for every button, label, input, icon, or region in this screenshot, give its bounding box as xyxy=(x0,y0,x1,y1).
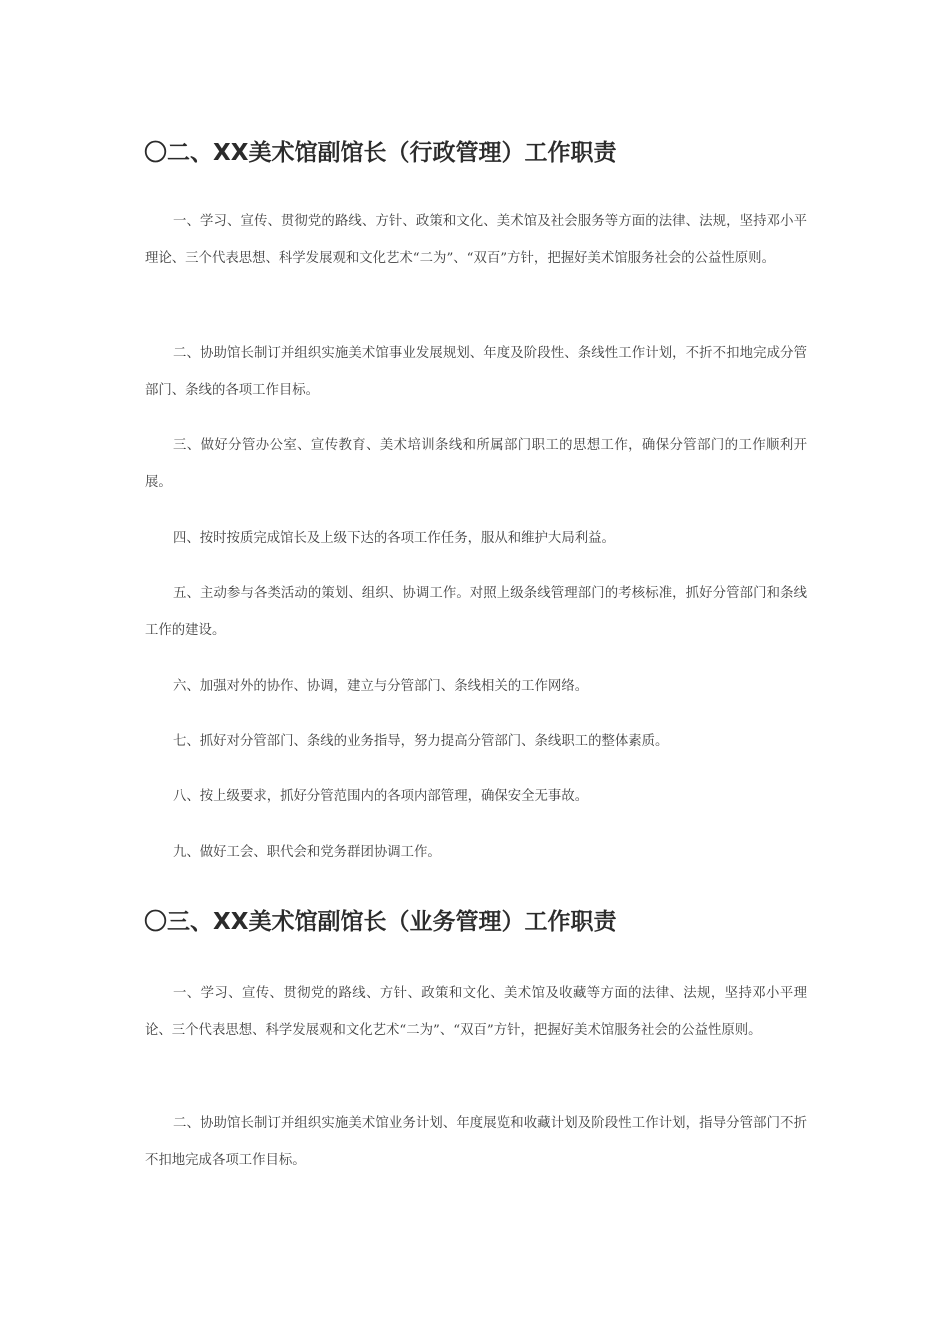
duty-paragraph: 二、协助馆长制订并组织实施美术馆事业发展规划、年度及阶段性、条线性工作计划，不折不扣地完成分管部门、条线的各项工作目标。 xyxy=(145,346,807,398)
section-heading-vice-director-administration: 〇二、XX美术馆副馆长（行政管理）工作职责 xyxy=(144,140,617,166)
duty-paragraph: 七、抓好对分管部门、条线的业务指导，努力提高分管部门、条线职工的整体素质。 xyxy=(173,734,669,749)
section-heading-vice-director-business: 〇三、XX美术馆副馆长（业务管理）工作职责 xyxy=(144,909,617,935)
duty-paragraph: 六、加强对外的协作、协调，建立与分管部门、条线相关的工作网络。 xyxy=(173,679,589,694)
duty-paragraph: 五、主动参与各类活动的策划、组织、协调工作。对照上级条线管理部门的考核标准，抓好分管部门和条线工作的建设。 xyxy=(145,586,807,638)
duty-paragraph: 八、按上级要求，抓好分管范围内的各项内部管理，确保安全无事故。 xyxy=(173,789,589,804)
duty-paragraph: 一、学习、宣传、贯彻党的路线、方针、政策和文化、美术馆及社会服务等方面的法律、法规，坚持邓小平理论、三个代表思想、科学发展观和文化艺术“二为”、“双百”方针，把握好美术馆服务社会的公益性原则。 xyxy=(145,214,807,266)
duty-paragraph: 九、做好工会、职代会和党务群团协调工作。 xyxy=(173,845,441,860)
duty-paragraph: 三、做好分管办公室、宣传教育、美术培训条线和所属部门职工的思想工作，确保分管部门的工作顺利开展。 xyxy=(145,438,807,490)
duty-paragraph: 四、按时按质完成馆长及上级下达的各项工作任务，服从和维护大局利益。 xyxy=(173,531,615,546)
duty-paragraph: 一、学习、宣传、贯彻党的路线、方针、政策和文化、美术馆及收藏等方面的法律、法规，坚持邓小平理论、三个代表思想、科学发展观和文化艺术“二为”、“双百”方针，把握好美术馆服务社会的公益性原则。 xyxy=(145,986,807,1038)
duty-paragraph: 二、协助馆长制订并组织实施美术馆业务计划、年度展览和收藏计划及阶段性工作计划，指导分管部门不折不扣地完成各项工作目标。 xyxy=(145,1116,807,1168)
